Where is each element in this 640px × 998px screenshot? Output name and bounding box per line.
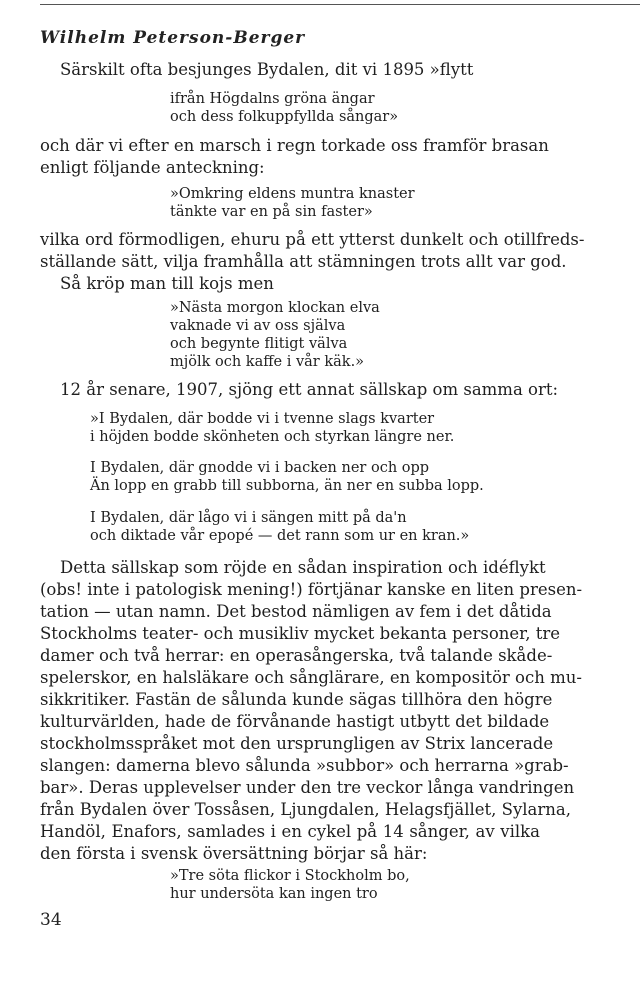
verse-line: vaknade vi av oss själva [170,318,346,334]
text-line: Stockholms teater- och musikliv mycket bekanta personer, tre [40,624,561,643]
verse-line: hur undersöta kan ingen tro [170,886,378,902]
text-line: damer och två herrar: en operasångerska, två talande skåde- [40,646,553,665]
verse-line: och begynte flitigt välva [170,336,348,352]
text-line: stockholmsspråket mot den ursprungligen av Strix lancerade [40,734,554,753]
running-header: Wilhelm Peterson-Berger [40,28,306,48]
verse-line: ifrån Högdalns gröna ängar [170,91,375,107]
page-number: 34 [40,910,62,930]
text-line: Så kröp man till kojs men [60,274,274,293]
verse-line: »Tre söta flickor i Stockholm bo, [170,868,410,884]
text-line: sikkritiker. Fastän de sålunda kunde sägas tillhöra den högre [40,690,553,709]
text-line: Särskilt ofta besjunges Bydalen, dit vi 1895 »flytt [60,60,474,79]
song-line: i höjden bodde skönheten och styrkan längre ner. [90,429,455,445]
text-line: (obs! inte i patologisk mening!) förtjänar kanske en liten presen- [40,580,583,599]
top-rule [40,4,640,5]
text-line: Handöl, Enafors, samlades i en cykel på 14 sånger, av vilka [40,822,540,841]
text-line: Detta sällskap som röjde en sådan inspiration och idéflykt [60,558,546,577]
song-line: och diktade vår epopé — det rann som ur en kran.» [90,528,470,544]
text-line: vilka ord förmodligen, ehuru på ett ytterst dunkelt och otillfreds- [40,230,585,249]
verse-line: och dess folkuppfyllda sångar» [170,109,399,125]
song-line: I Bydalen, där lågo vi i sängen mitt på da'n [90,510,407,526]
verse-line: »Omkring eldens muntra knaster [170,186,415,202]
verse-line: mjölk och kaffe i vår käk.» [170,354,365,370]
text-line: och där vi efter en marsch i regn torkade oss framför brasan [40,136,549,155]
verse-line: tänkte var en på sin faster» [170,204,373,220]
text-line: slangen: damerna blevo sålunda »subbor» och herrarna »grab- [40,756,569,775]
text-line: enligt följande anteckning: [40,158,265,177]
verse-line: »Nästa morgon klockan elva [170,300,380,316]
song-line: I Bydalen, där gnodde vi i backen ner och opp [90,460,430,476]
text-line: spelerskor, en halsläkare och sånglärare, en kompositör och mu- [40,668,582,687]
song-line: Än lopp en grabb till subborna, än ner en subba lopp. [90,478,484,494]
text-line: 12 år senare, 1907, sjöng ett annat sällskap om samma ort: [60,380,559,399]
text-line: från Bydalen över Tossåsen, Ljungdalen, Helagsfjället, Sylarna, [40,800,571,819]
text-line: tation — utan namn. Det bestod nämligen av fem i det dåtida [40,602,552,621]
text-line: ställande sätt, vilja framhålla att stämningen trots allt var god. [40,252,567,271]
text-line: kulturvärlden, hade de förvånande hastigt utbytt det bildade [40,712,550,731]
text-line: bar». Deras upplevelser under den tre veckor långa vandringen [40,778,575,797]
song-line: »I Bydalen, där bodde vi i tvenne slags kvarter [90,411,435,427]
text-line: den första i svensk översättning börjar så här: [40,844,428,863]
